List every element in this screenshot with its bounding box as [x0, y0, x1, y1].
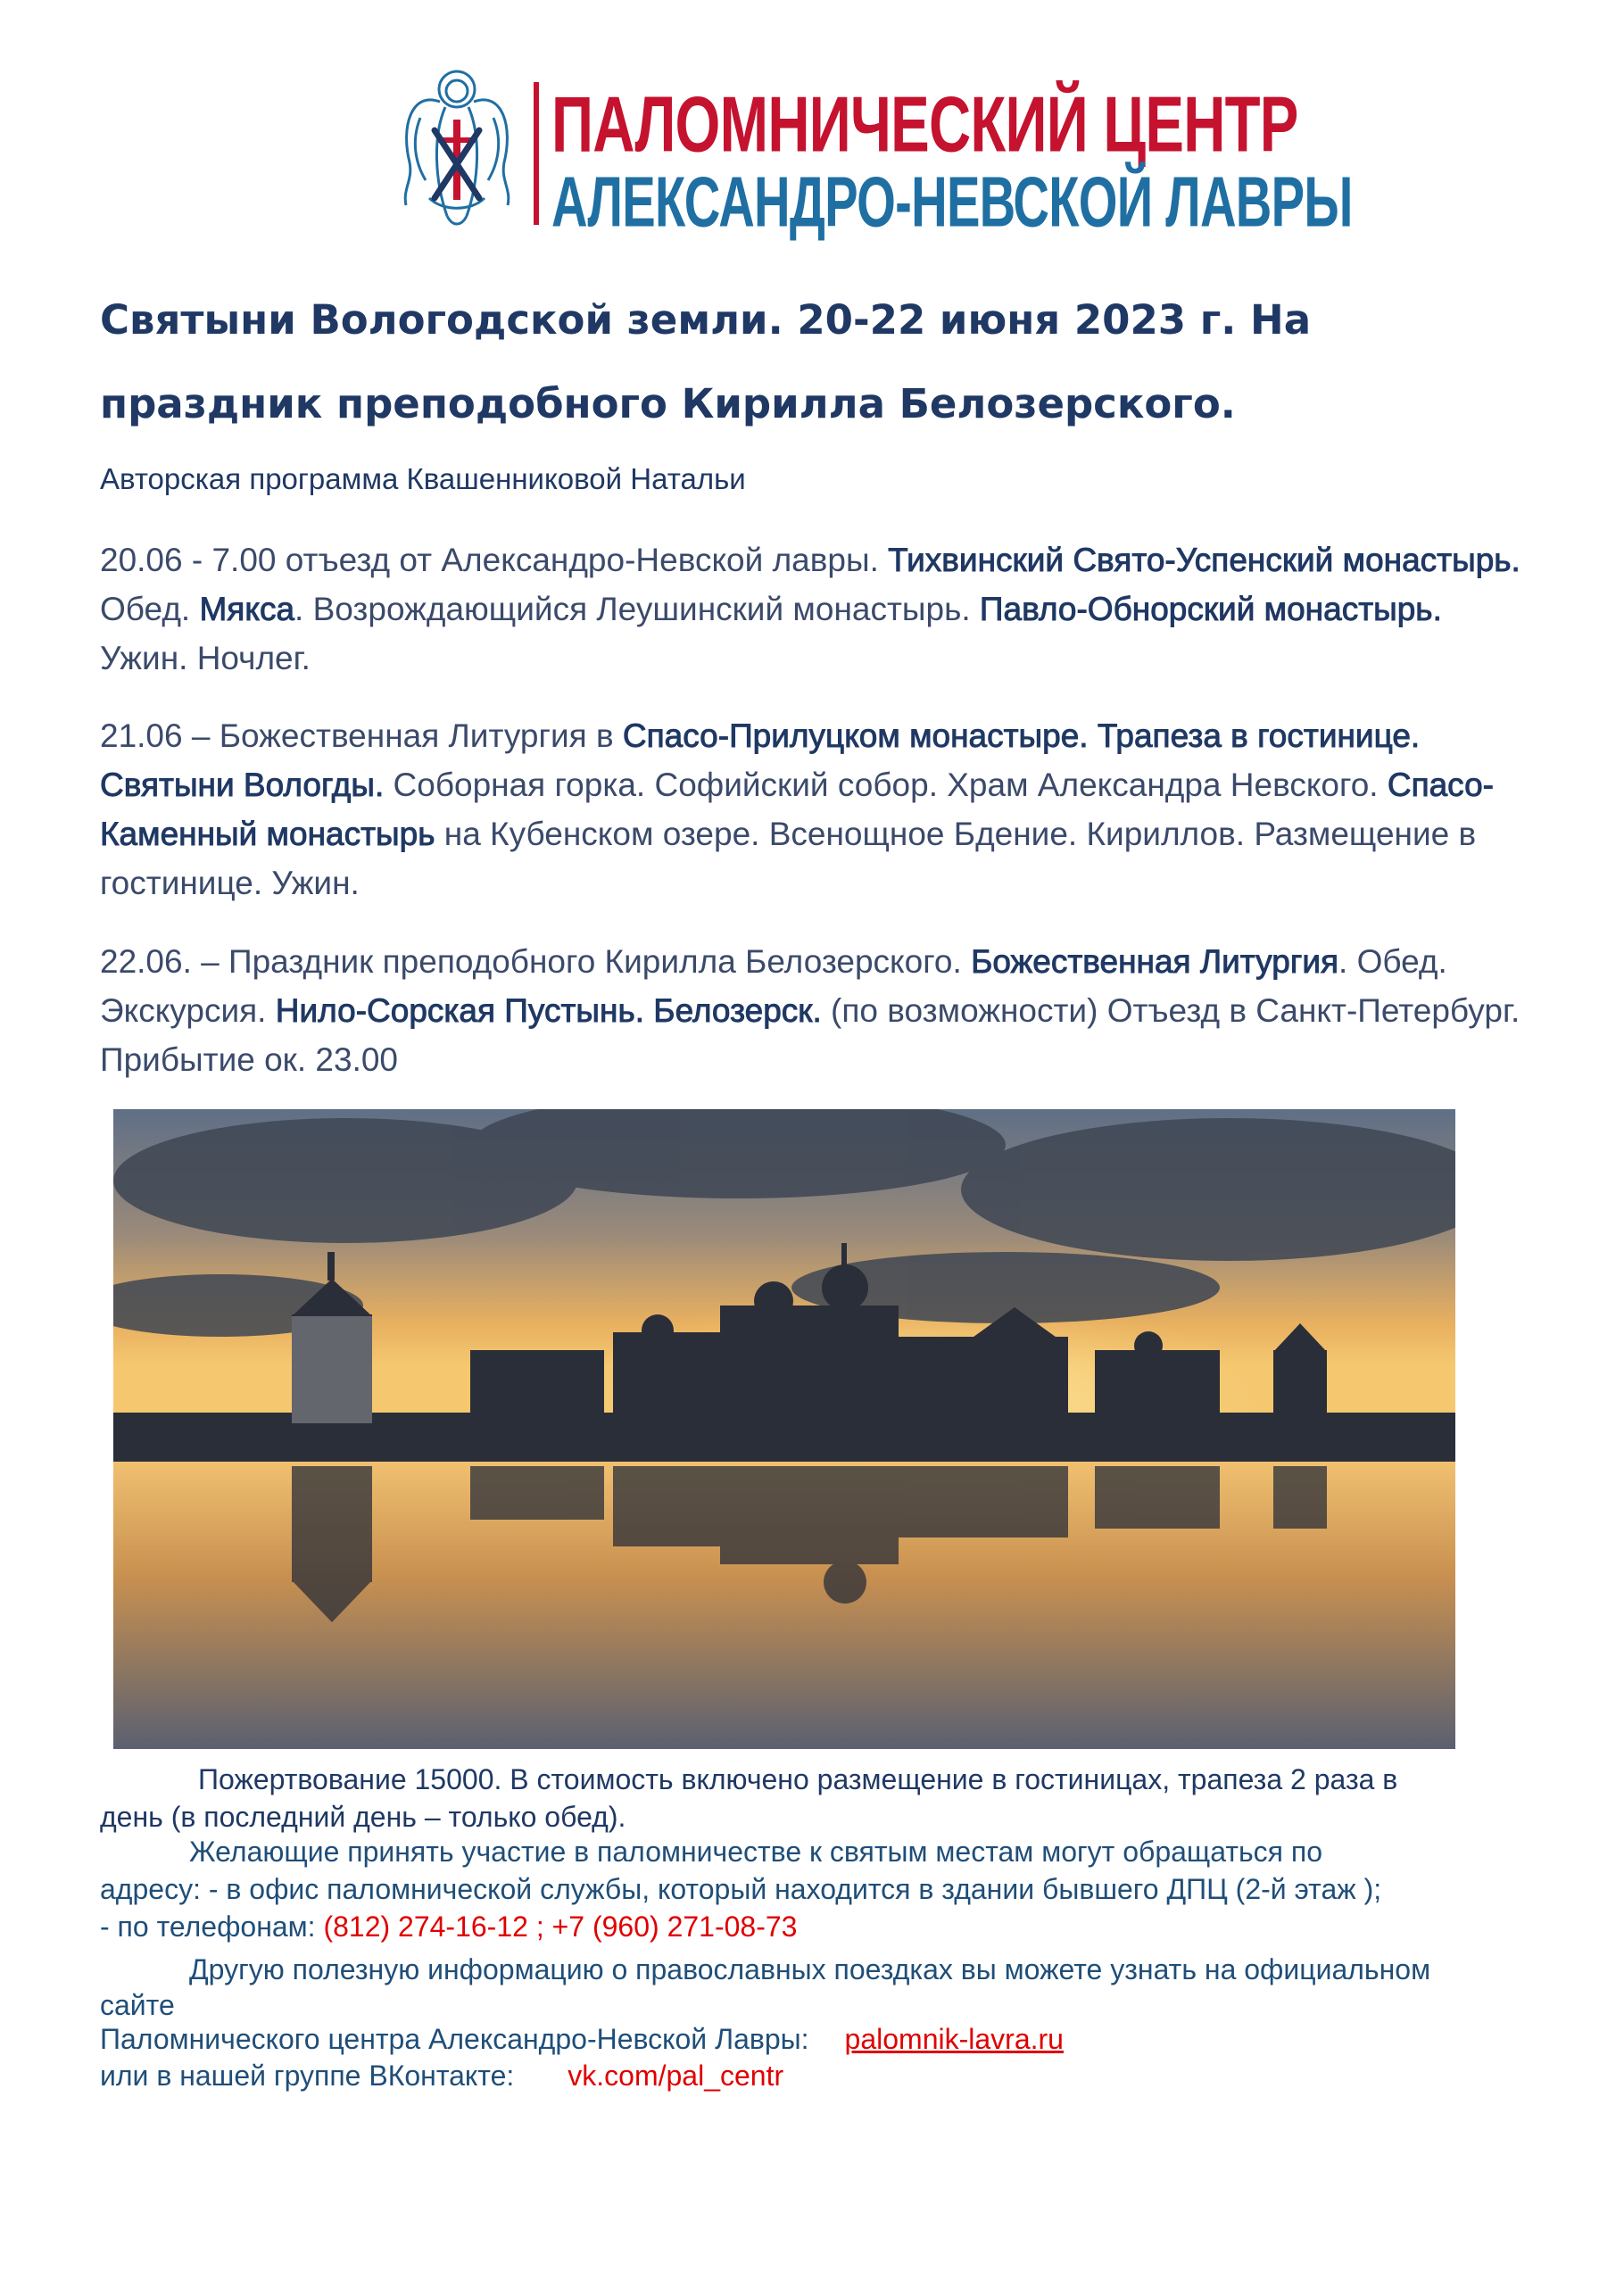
itinerary-text: Ужин. Ночлег. [100, 640, 311, 676]
site-line [100, 2021, 1528, 2057]
itinerary-highlight: Нило-Сорская Пустынь. Белозерск. [275, 992, 822, 1029]
vk-line [100, 2058, 1528, 2093]
program-author: Авторская программа Квашенниковой Натальи [100, 462, 746, 495]
site-label: Паломнического центра Александро-Невской Лавры: [100, 2023, 809, 2055]
vk-label: или в нашей группе ВКонтакте: [100, 2060, 515, 2092]
phone-numbers: (812) 274-16-12 ; +7 (960) 271-08-73 [323, 1911, 798, 1943]
itinerary-text: . Обед. Экскурсия. [100, 943, 1447, 1029]
donation-line-2: день (в последний день – только обед). [100, 1801, 626, 1833]
itinerary-highlight: Павло-Обнорский монастырь. [979, 591, 1442, 627]
info-line-1 [100, 1952, 1528, 1987]
itinerary-text: . Возрождающийся Леушинский монастырь. [294, 591, 980, 627]
itinerary-text: Соборная горка. Софийский собор. Храм Александра Невского. [384, 767, 1388, 803]
logo-title-line1: ПАЛОМНИЧЕСКИЙ ЦЕНТР [551, 81, 1298, 169]
itinerary-day-3 [100, 937, 1528, 1084]
itinerary-day-1 [100, 535, 1528, 683]
itinerary-text: на Кубенском озере. Всенощное Бдение. Кириллов. Размещение в гостинице. Ужин. [100, 816, 1477, 901]
info-line-2: сайте [100, 1989, 175, 2021]
title-line-1: Святыни Вологодской земли. 20-22 июня 2023 г. На [100, 296, 1312, 344]
donation-details: . В стоимость включено размещение в гостиницах, трапеза 2 раза в [493, 1763, 1398, 1795]
itinerary-text: 22.06. – Праздник преподобного Кирилла Белозерского. [100, 943, 972, 980]
document-title [100, 278, 1528, 446]
contact-line-1 [100, 1834, 1528, 1869]
itinerary-text: Обед. [100, 591, 200, 627]
donation-label: Пожертвование 15000 [198, 1763, 494, 1795]
phones-line [100, 1909, 1528, 1944]
itinerary-text: (по возможности) Отъезд в Санкт-Петербург. Прибытие ок. 23.00 [100, 992, 1520, 1078]
itinerary-highlight: Мякса [199, 591, 295, 627]
vk-link[interactable]: vk.com/pal_centr [568, 2060, 784, 2092]
phones-label: - по телефонам: [100, 1911, 324, 1943]
donation-line [100, 1761, 1528, 1797]
itinerary-highlight: Спасо-Прилуцком монастыре. Трапеза в гостинице. Святыни Вологды. [100, 717, 1421, 803]
itinerary-text: 20.06 - 7.00 отъезд от Александро-Невской лавры. [100, 542, 889, 578]
itinerary-highlight: Божественная Литургия [971, 943, 1339, 980]
info-text-1: Другую полезную информацию о православных поездках вы можете узнать на официальном [189, 1953, 1431, 1985]
monastery-sunset-photo [113, 1109, 1455, 1749]
title-line-2: праздник преподобного Кирилла Белозерского. [100, 380, 1236, 427]
contact-text-1: Желающие принять участие в паломничестве к святым местам могут обращаться по [189, 1836, 1323, 1868]
logo-divider [534, 82, 539, 225]
angel-emblem-icon [394, 55, 520, 234]
logo-title-line2: АЛЕКСАНДРО-НЕВСКОЙ ЛАВРЫ [551, 162, 1353, 242]
itinerary-highlight: Тихвинский Свято-Успенский монастырь. [888, 542, 1520, 578]
itinerary-text: 21.06 – Божественная Литургия в [100, 717, 623, 754]
contact-line-2: адресу: - в офис паломнической службы, который находится в здании бывшего ДПЦ (2-й этаж ); [100, 1873, 1382, 1905]
itinerary-day-2 [100, 711, 1528, 908]
site-link[interactable]: palomnik-lavra.ru [844, 2023, 1064, 2055]
itinerary-highlight: Спасо-Каменный монастырь [100, 767, 1494, 852]
